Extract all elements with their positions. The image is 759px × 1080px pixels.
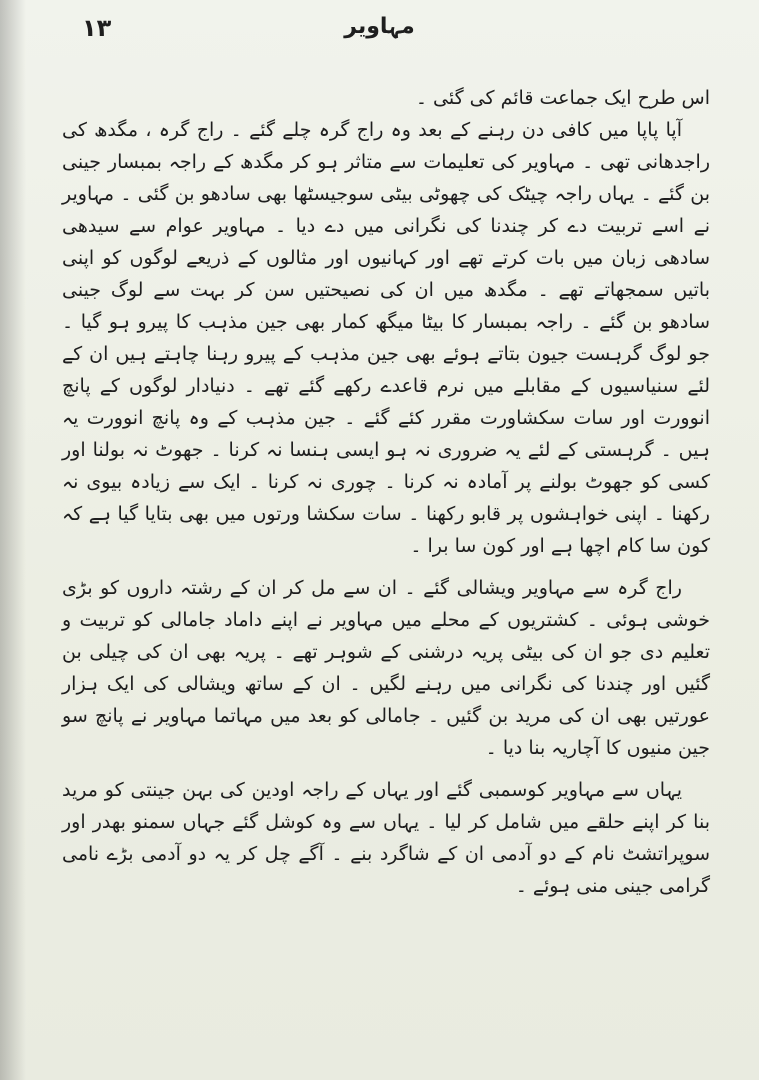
paragraph-3: راج گرہ سے مہاویر ویشالی گئے ۔ ان سے مل کر ان کے رشتہ داروں کو بڑی خوشی ہوئی ۔ کشتریوں کے محلے میں مہاویر نے اپنے داماد جامالی کو تربیت و تعلیم دی جو ان کی بیٹی پریہ درشنی کے شوہر تھے ۔ پریہ بھی ان کی چیلی بن گئیں اور چندنا کی نگرانی میں رہنے لگیں ۔ ان کے ساتھ ویشالی کی ایک ہزار عورتیں بھی ان کی مرید بن گئیں ۔ جامالی کو بعد میں مہاتما مہاویر نے پانچ سو جین منیوں کا آچاریہ بنا دیا ۔ (62, 577, 710, 759)
running-head: مہاویر (344, 14, 415, 39)
page-edge-shadow (0, 0, 26, 1080)
paragraph-gap (62, 562, 710, 572)
paragraph-2: آپا پاپا میں کافی دن رہنے کے بعد وہ راج گرہ چلے گئے ۔ راج گرہ ، مگدھ کی راجدھانی تھی ۔ مہاویر کی تعلیمات سے متاثر ہو کر مگدھ کے راجہ بمبسار جینی بن گئے ۔ یہاں راجہ چیٹک کی چھوٹی بیٹی سوجیسٹھا بھی سادھو بن گئی ۔ مہاویر نے اسے تربیت دے کر چندنا کی نگرانی میں دے دیا ۔ مہاویر عوام سے سیدھی سادھی زبان میں بات کرتے تھے اور کہانیوں اور مثالوں کے ذریعے لوگوں کو اپنی باتیں سمجھاتے تھے ۔ مگدھ میں ان کی نصیحتیں سن کر بہت سے لوگ جینی سادھو بن گئے ۔ راجہ بمبسار کا بیٹا میگھ کمار بھی جین مذہب کا پیرو ہو گیا ۔ جو لوگ گرہست جیون بتاتے ہوئے بھی جین مذہب کے پیرو رہنا چاہتے ہیں ان کے لئے سنیاسیوں کے مقابلے میں نرم قاعدے رکھے گئے تھے ۔ دنیادار لوگوں کے پانچ انوورت اور سات سکشاورت مقرر کئے گئے ۔ جین مذہب کے وہ پانچ انوورت یہ ہیں ۔ گرہستی کے لئے یہ ضروری نہ ہو ایسی ہنسا نہ کرنا ۔ جھوٹ نہ بولنا اور کسی کو جھوٹ بولنے پر آمادہ نہ کرنا ۔ چوری نہ کرنا ۔ ایک سے زیادہ بیوی نہ رکھنا ۔ اپنی خواہشوں پر قابو رکھنا ۔ سات سکشا ورتوں میں بھی بتایا گیا ہے کہ کون سا کام اچھا ہے اور کون سا برا ۔ (62, 119, 710, 557)
paragraph-4: یہاں سے مہاویر کوسمبی گئے اور یہاں کے راجہ اودین کی بہن جینتی کو مرید بنا کر اپنے حلقے میں شامل کر لیا ۔ یہاں سے وہ کوشل گئے جہاں سمنو بھدر اور سوپراتشٹ نام کے دو آدمی ان کے شاگرد بنے ۔ آگے چل کر یہ دو آدمی بڑے نامی گرامی جینی منی ہوئے ۔ (62, 779, 710, 897)
body-text (62, 82, 710, 902)
paragraph-gap (62, 764, 710, 774)
paragraph-1: اس طرح ایک جماعت قائم کی گئی ۔ (415, 87, 710, 109)
page-number: ١٣ (82, 14, 112, 42)
